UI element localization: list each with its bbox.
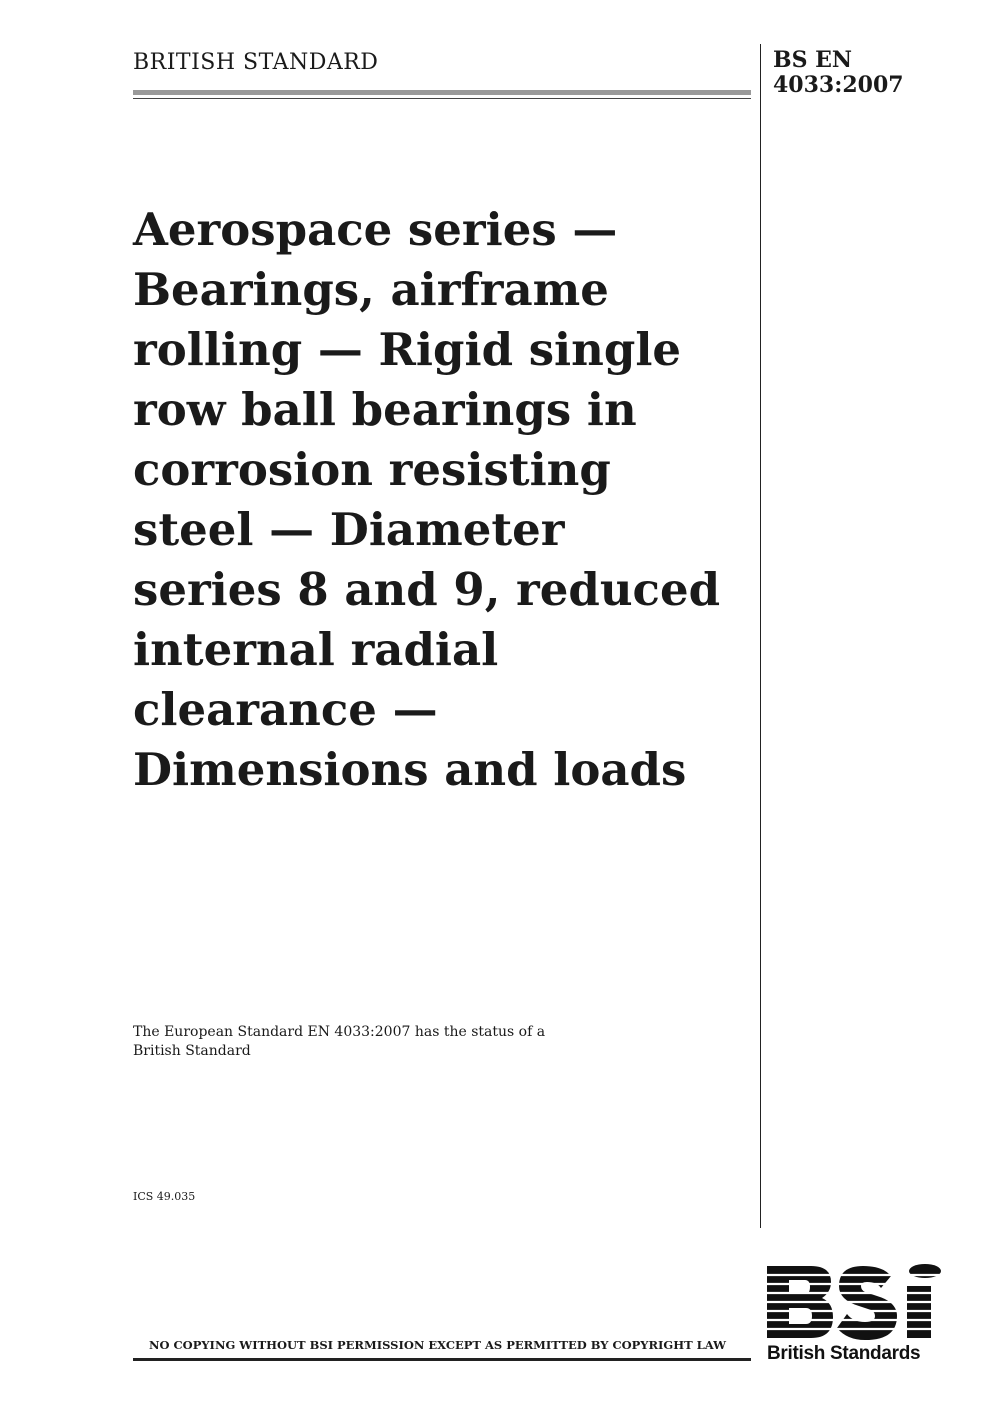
bsi-logo-mark: [767, 1262, 944, 1342]
title-line: Dimensions and loads: [133, 743, 687, 796]
title-line: row ball bearings in: [133, 383, 637, 436]
footer-rule: [133, 1358, 751, 1361]
title-line: series 8 and 9, reduced: [133, 563, 721, 616]
document-number-line1: BS EN: [773, 47, 853, 73]
title-line: Aerospace series —: [133, 203, 618, 256]
title-line: clearance —: [133, 683, 438, 736]
title-line: internal radial: [133, 623, 499, 676]
copyright-notice: NO COPYING WITHOUT BSI PERMISSION EXCEPT AS PERMITTED BY COPYRIGHT LAW: [149, 1338, 727, 1352]
document-title: [133, 200, 748, 800]
bsi-logo: [767, 1262, 944, 1370]
bsi-logo-caption: British Standards: [767, 1343, 921, 1364]
document-number: [773, 48, 904, 99]
header-bar-thick: [133, 90, 751, 95]
title-line: rolling — Rigid single: [133, 323, 682, 376]
title-line: corrosion resisting: [133, 443, 611, 496]
title-line: steel — Diameter: [133, 503, 565, 556]
header-series-label: BRITISH STANDARD: [133, 50, 379, 75]
document-number-line2: 4033:2007: [773, 72, 904, 99]
header-bar-thin: [133, 98, 751, 99]
title-line: Bearings, airframe: [133, 263, 609, 316]
ics-code: ICS 49.035: [133, 1190, 196, 1203]
status-line1: The European Standard EN 4033:2007 has the status of a: [133, 1024, 546, 1040]
status-statement: [133, 1023, 545, 1061]
status-line2: British Standard: [133, 1043, 251, 1059]
vertical-rule: [760, 44, 761, 1228]
